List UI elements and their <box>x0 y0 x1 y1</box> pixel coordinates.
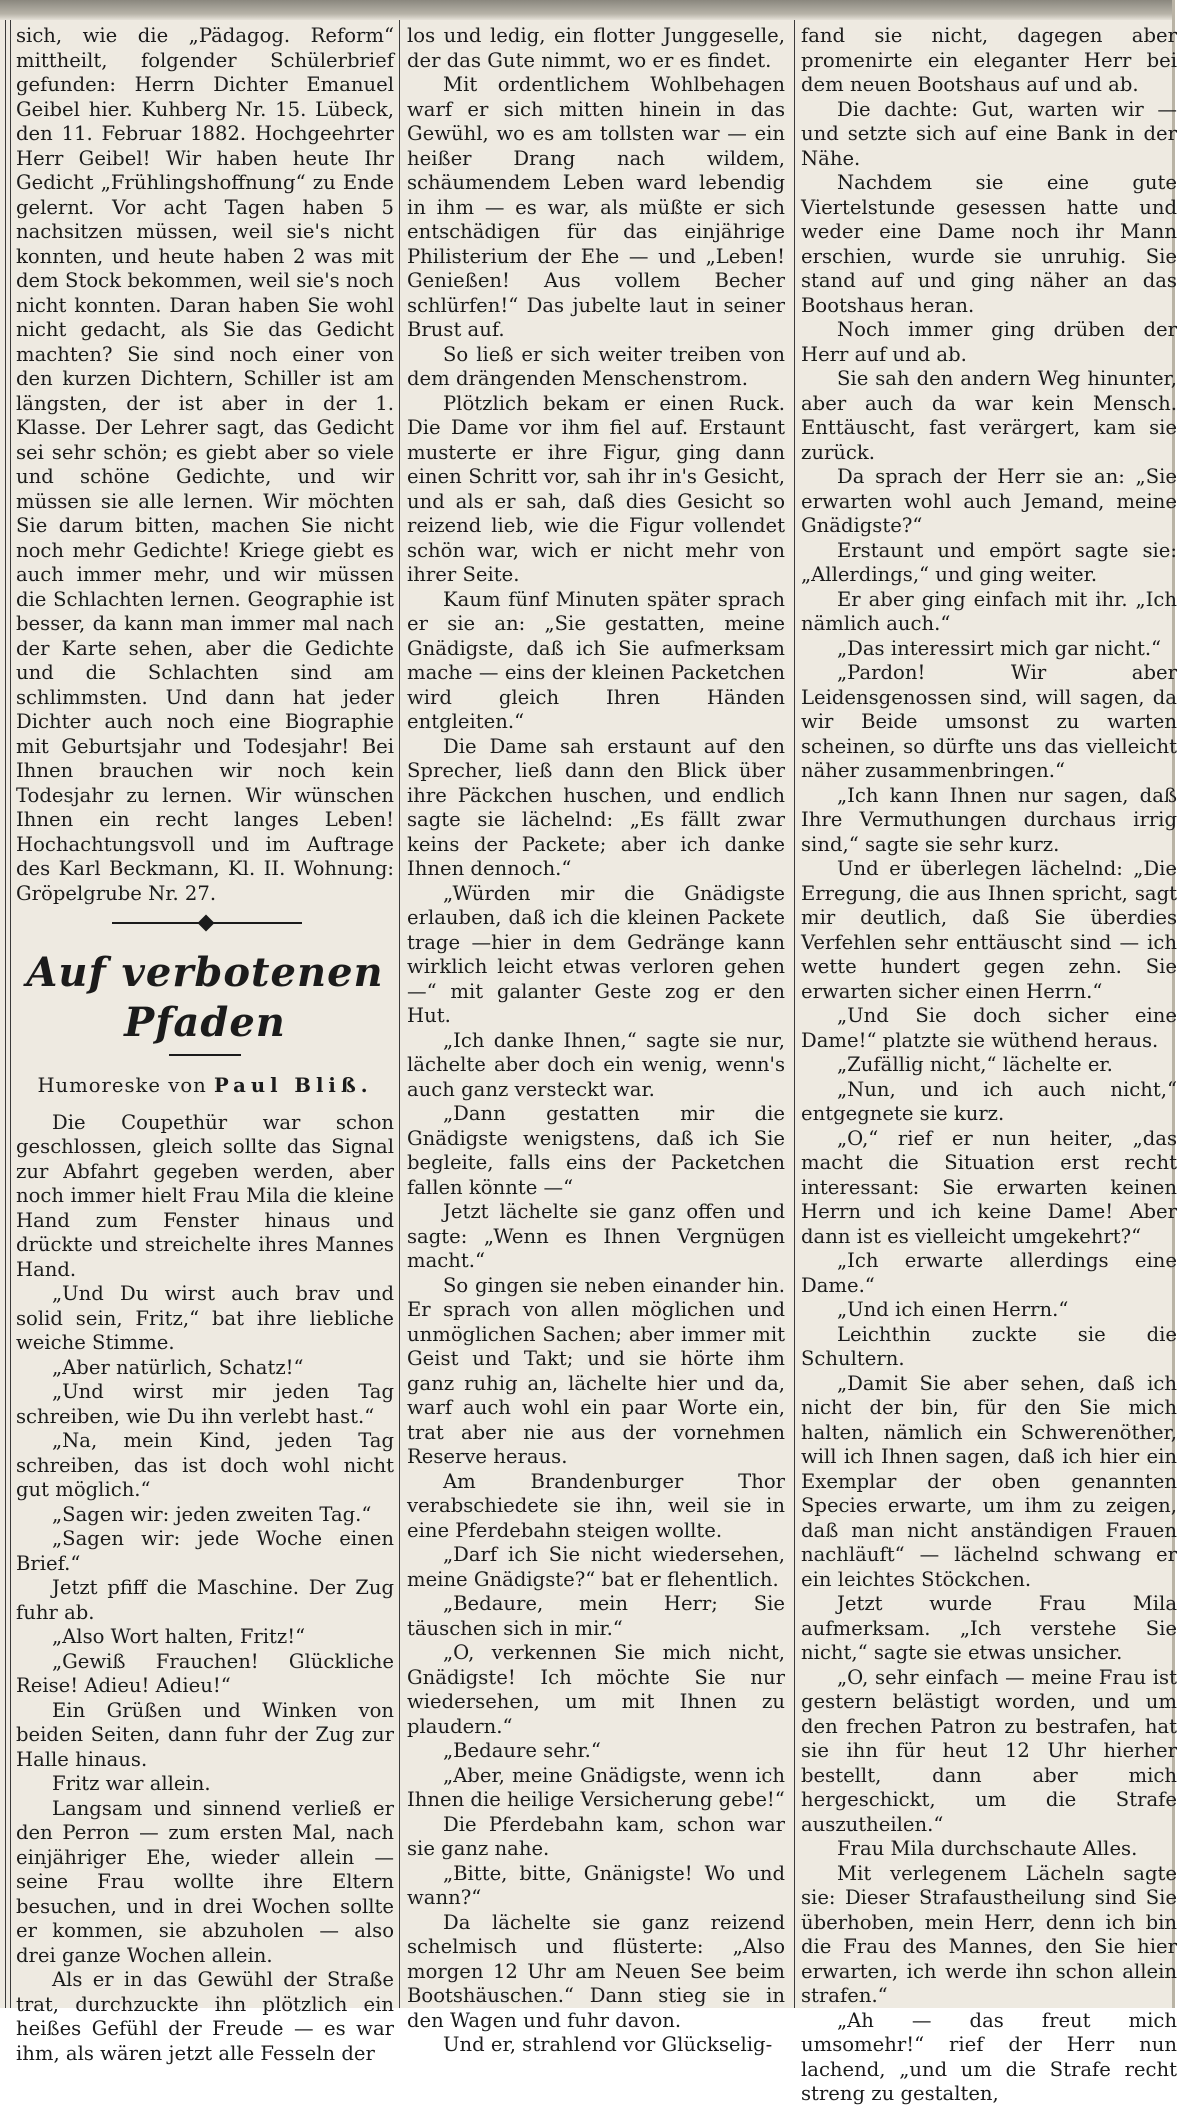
byline-author: Paul Bliß. <box>213 1074 373 1097</box>
byline-prefix: Humoreske von <box>37 1074 207 1097</box>
story-paragraph: Die Pferdebahn kam, schon war sie ganz nahe. <box>407 1812 785 1860</box>
story-paragraph: „Bedaure, mein Herr; Sie täuschen sich in mir.“ <box>407 1592 785 1640</box>
story-paragraph: Frau Mila durchschaute Alles. <box>837 1837 1138 1860</box>
story-paragraph: Plötzlich bekam er einen Ruck. Die Dame vor ihm fiel auf. Erstaunt musterte er ihre Figur, ging dann einen Schritt vor, sah ihr in's Gesicht, und als er sah, daß dies Gesicht so reizend lieb, wie die Figur vollendet schön war, wich er nicht mehr von ihrer Seite. <box>407 391 785 586</box>
story-headline: Auf verbotenen Pfaden <box>26 949 384 1046</box>
column-1 <box>16 24 394 2065</box>
story-paragraph: Jetzt wurde Frau Mila aufmerksam. „Ich verstehe Sie nicht,“ sagte sie etwas unsicher. <box>801 1592 1177 1664</box>
story-paragraph: Die Dame sah erstaunt auf den Sprecher, ließ dann den Blick über ihre Päckchen huschen, und endlich sagte sie lächelnd: „Es fällt zwar keins der Packete; aber ich danke Ihnen dennoch.“ <box>407 734 785 880</box>
story-paragraph: Erstaunt und empört sagte sie: „Allerdings,“ und ging weiter. <box>801 538 1177 586</box>
story-paragraph: „Bedaure sehr.“ <box>443 1739 601 1762</box>
story-paragraph: Nachdem sie eine gute Viertelstunde gesessen hatte und weder eine Dame noch ihr Mann erschien, wurde sie unruhig. Sie stand auf und ging näher an das Bootshaus heran. <box>801 171 1177 317</box>
story-paragraph: „Aber natürlich, Schatz!“ <box>52 1355 304 1379</box>
story-paragraph: Und er, strahlend vor Glückselig- <box>443 2033 773 2056</box>
story-paragraph: „Und ich einen Herrn.“ <box>837 1298 1069 1321</box>
story-paragraph: „Ich kann Ihnen nur sagen, daß Ihre Vermuthungen durchaus irrig sind,“ sagte sie sehr kurz. <box>801 783 1177 856</box>
story-paragraph: „Das interessirt mich gar nicht.“ <box>837 636 1162 660</box>
story-paragraph: Noch immer ging drüben der Herr auf und ab. <box>801 318 1177 366</box>
story-paragraph: „O, sehr einfach — meine Frau ist gestern belästigt worden, und um den frechen Patron zu bestrafen, hat sie ihn für heut 12 Uhr hierher bestellt, dann aber mich hergeschickt, um die Strafe auszutheilen.“ <box>801 1665 1177 1836</box>
story-paragraph: „O,“ rief er nun heiter, „das macht die Situation erst recht interessant: Sie erwarten keinen Herrn und ich keine Dame! Aber dann ist es vielleicht umgekehrt?“ <box>801 1126 1177 1248</box>
story-paragraph: „Ah — das freut mich umsomehr!“ rief der Herr nun lachend, „und um die Strafe recht streng zu gestalten, <box>801 2008 1177 2105</box>
story-paragraph: So gingen sie neben einander hin. Er sprach von allen möglichen und unmöglichen Sachen; aber immer mit Geist und Takt; und sie hörte ihm ganz ruhig an, lächelte hier und da, warf auch wohl ein paar Worte ein, trat aber nie aus der vornehmen Reserve heraus. <box>407 1273 785 1468</box>
story-paragraph: „Würden mir die Gnädigste erlauben, daß ich die kleinen Packete trage —hier in dem Gedränge kann wirklich leicht etwas verloren gehen —“ mit galanter Geste zog er den Hut. <box>407 881 785 1027</box>
story-paragraph: Langsam und sinnend verließ er den Perron — zum ersten Mal, nach einjähriger Ehe, wieder allein — seine Frau wollte ihre Eltern besuchen, und in drei Wochen sollte er kommen, sie abzuholen — also drei ganze Wochen allein. <box>16 1796 394 1967</box>
story-paragraph: „Aber, meine Gnädigste, wenn ich Ihnen die heilige Versicherung gebe!“ <box>407 1763 785 1811</box>
story-paragraph: „Sagen wir: jede Woche einen Brief.“ <box>16 1527 394 1575</box>
story-paragraph: „Ich erwarte allerdings eine Dame.“ <box>801 1249 1177 1297</box>
story-paragraph: Da sprach der Herr sie an: „Sie erwarten wohl auch Jemand, meine Gnädigste?“ <box>801 465 1177 537</box>
left-margin-rule <box>5 20 6 2008</box>
story-paragraph: „Nun, und ich auch nicht,“ entgegnete sie kurz. <box>801 1077 1177 1125</box>
story-paragraph: Jetzt pfiff die Maschine. Der Zug fuhr ab. <box>16 1576 394 1624</box>
story-paragraph: „Und wirst mir jeden Tag schreiben, wie Du ihn verlebt hast.“ <box>16 1380 394 1428</box>
story-paragraph: „Na, mein Kind, jeden Tag schreiben, das ist doch wohl nicht gut möglich.“ <box>16 1429 394 1501</box>
headline-rule <box>169 1054 241 1056</box>
story-paragraph: „Sagen wir: jeden zweiten Tag.“ <box>52 1502 372 1526</box>
story-paragraph: „Und Du wirst auch brav und solid sein, Fritz,“ bat ihre liebliche weiche Stimme. <box>16 1282 394 1354</box>
story-paragraph: „Ich danke Ihnen,“ sagte sie nur, lächelte aber doch ein wenig, wenn's auch ganz versteckt war. <box>407 1028 785 1101</box>
story-paragraph: So ließ er sich weiter treiben von dem drängenden Menschenstrom. <box>407 342 785 390</box>
story-paragraph: „Also Wort halten, Fritz!“ <box>52 1625 306 1648</box>
story-paragraph: Die dachte: Gut, warten wir — und setzte sich auf eine Bank in der Nähe. <box>801 97 1177 170</box>
story-paragraph: „Gewiß Frauchen! Glückliche Reise! Adieu! Adieu!“ <box>16 1649 394 1697</box>
column-rule-1 <box>399 20 400 2008</box>
column-3 <box>801 24 1177 2105</box>
story-byline <box>16 1074 394 1099</box>
top-shadow-band <box>0 0 1172 20</box>
story-paragraph: Sie sah den andern Weg hinunter, aber auch da war kein Mensch. Enttäuscht, fast verärgert, kam sie zurück. <box>801 367 1177 464</box>
story-paragraph: Leichthin zuckte sie die Schultern. <box>801 1322 1177 1370</box>
story-paragraph: Als er in das Gewühl der Straße trat, durchzuckte ihn plötzlich ein heißes Gefühl der Freude — es war ihm, als wären jetzt alle Fesseln der <box>16 1968 394 2065</box>
story-paragraph: Mit ordentlichem Wohlbehagen warf er sich mitten hinein in das Gewühl, wo es am tollsten war — ein heißer Drang nach wildem, schäumendem Leben ward lebendig in ihm — es war, als müßte er sich entschädigen für das einjährige Philisterium der Ehe — und „Leben! Genießen! Aus vollem Becher schlürfen!“ Das jubelte laut in seiner Brust auf. <box>407 73 785 341</box>
story-paragraph: „Bitte, bitte, Gnänigste! Wo und wann?“ <box>407 1861 785 1909</box>
story-paragraph: Ein Grüßen und Winken von beiden Seiten, dann fuhr der Zug zur Halle hinaus. <box>16 1698 394 1771</box>
story-paragraph: Mit verlegenem Lächeln sagte sie: Dieser Strafaustheilung sind Sie überhoben, mein Herr, denn ich bin die Frau des Mannes, den Sie hier erwarten, ich werde ihn schon allein strafen.“ <box>801 1861 1177 2007</box>
story-paragraph: fand sie nicht, dagegen aber promenirte ein eleganter Herr bei dem neuen Bootshaus auf und ab. <box>801 24 1177 96</box>
story-paragraph: Kaum fünf Minuten später sprach er sie an: „Sie gestatten, meine Gnädigste, daß ich Sie aufmerksam mache — eins der kleinen Packetchen wird gleich Ihren Händen entgleiten.“ <box>407 587 785 733</box>
story-paragraph: Fritz war allein. <box>52 1772 211 1795</box>
left-margin-rule-inner <box>10 20 11 2008</box>
letter-text: sich, wie die „Pädagog. Reform“ mittheilt, folgender Schülerbrief gefunden: Herrn Dichter Emanuel Geibel hier. Kuhberg Nr. 15. Lübeck, den 11. Februar 1882. Hochgeehrter Herr Geibel! Wir haben heute Ihr Gedicht „Frühlingshoffnung“ zu Ende gelernt. Vor acht Tagen haben 5 nachsitzen müssen, weil sie's nicht konnten, und heute haben 2 was mit dem Stock bekommen, weil sie's noch nicht konnten. Daran haben Sie wohl nicht gedacht, als Sie das Gedicht machten? Sie sind noch einer von den kurzen Dichtern, Schiller ist am längsten, der ist aber in der 1. Klasse. Der Lehrer sagt, das Gedicht sei sehr schön; es giebt aber so viele und schöne Gedichte, und wir müssen sie alle lernen. Wir möchten Sie darum bitten, machen Sie nicht noch mehr Gedichte! Kriege giebt es auch immer mehr, und wir müssen die Schlachten lernen. Geographie ist besser, da kann man immer mal nach der Karte sehen, aber die Gedichte und die Schlachten sind am schlimmsten. Und dann hat jeder Dichter auch noch eine Biographie mit Geburtsjahr und Todesjahr! Bei Ihnen brauchen wir noch kein Todesjahr zu lernen. Wir wünschen Ihnen ein recht langes Leben! Hochachtungsvoll und im Auftrage des Karl Beckmann, Kl. II. Wohnung: Gröpelgrube Nr. 27. <box>16 24 394 905</box>
story-paragraph: „Und Sie doch sicher eine Dame!“ platzte sie wüthend heraus. <box>801 1004 1177 1052</box>
column-rule-2 <box>794 20 795 2008</box>
story-paragraph: Jetzt lächelte sie ganz offen und sagte: „Wenn es Ihnen Vergnügen macht.“ <box>407 1200 785 1272</box>
story-paragraph: „Pardon! Wir aber Leidensgenossen sind, will sagen, da wir Beide umsonst zu warten scheinen, so dürfte uns das vielleicht näher zusammenbringen.“ <box>801 661 1177 782</box>
story-paragraph: Er aber ging einfach mit ihr. „Ich nämlich auch.“ <box>801 587 1177 635</box>
story-paragraph: „Darf ich Sie nicht wiedersehen, meine Gnädigste?“ bat er flehentlich. <box>407 1543 785 1591</box>
story-paragraph: Und er überlegen lächelnd: „Die Erregung, die aus Ihnen spricht, sagt mir deutlich, daß Sie überdies Verfehlen sehr enttäuscht sind — ich wette hundert gegen zehn. Sie erwarten sicher einen Herrn.“ <box>801 857 1177 1003</box>
story-paragraph: „Dann gestatten mir die Gnädigste wenigstens, daß ich Sie begleite, falls eins der Packetchen fallen könnte —“ <box>407 1102 785 1199</box>
story-paragraph: Da lächelte sie ganz reizend schelmisch und flüsterte: „Also morgen 12 Uhr am Neuen See beim Bootshäuschen.“ Dann stieg sie in den Wagen und fuhr davon. <box>407 1910 785 2032</box>
section-divider <box>16 906 394 940</box>
story-paragraph: „Damit Sie aber sehen, daß ich nicht der bin, für den Sie mich halten, nämlich ein Schwerenöther, will ich Ihnen sagen, daß ich hier ein Exemplar der oben genannten Species erwarte, um ihm zu zeigen, daß man nicht anständigen Frauen nachläuft“ — lächelnd schwang er ein leichtes Stöckchen. <box>801 1371 1177 1591</box>
column-2 <box>407 24 785 2056</box>
story-paragraph: „O, verkennen Sie mich nicht, Gnädigste! Ich möchte Sie nur wiedersehen, um mit Ihnen zu plaudern.“ <box>407 1641 785 1738</box>
story-paragraph: „Zufällig nicht,“ lächelte er. <box>837 1053 1113 1076</box>
story-paragraph: Die Coupethür war schon geschlossen, gleich sollte das Signal zur Abfahrt gegeben werden, aber noch immer hielt Frau Mila die kleine Hand zum Fenster hinaus und drückte und streichelte ihres Mannes Hand. <box>16 1110 394 1281</box>
story-paragraph: Am Brandenburger Thor verabschiedete sie ihn, weil sie in eine Pferdebahn steigen wollte. <box>407 1469 785 1542</box>
divider-ornament-icon <box>198 915 215 932</box>
story-paragraph: los und ledig, ein flotter Junggeselle, der das Gute nimmt, wo er es findet. <box>407 24 785 72</box>
